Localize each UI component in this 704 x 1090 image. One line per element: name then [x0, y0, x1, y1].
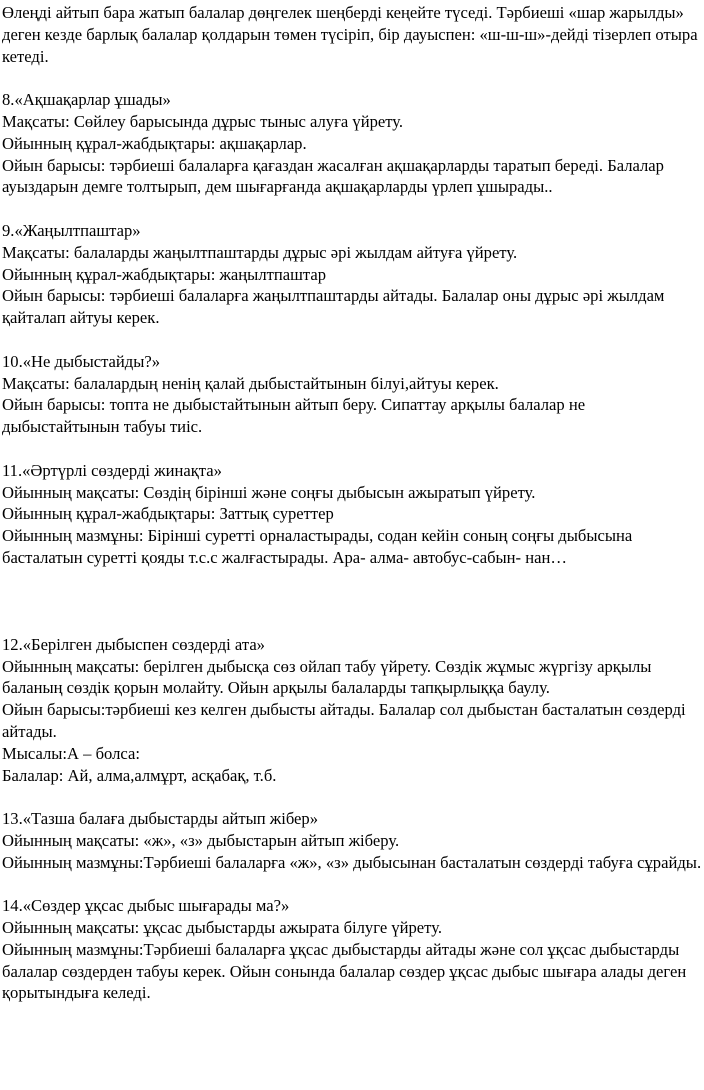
section-9-process: Ойын барысы: тәрбиеші балаларға жаңылтпаштарды айтады. Балалар оны дұрыс әрі жылдам қайталап айтуы керек.	[2, 286, 665, 328]
section-13-content: Ойынның мазмұны:Тәрбиеші балаларға «ж», «з» дыбысынан басталатын сөздерді табуға сұрайды.	[2, 852, 702, 872]
spacer	[2, 569, 704, 634]
section-10-process: Ойын барысы: топта не дыбыстайтынын айтып беру. Сипаттау арқылы балалар не дыбыстайтынын табуы тиіс.	[2, 395, 586, 437]
spacer	[2, 329, 704, 351]
section-12-example: Мысалы:А – болса:	[2, 743, 140, 763]
section-10-goal: Мақсаты: балалардың ненің қалай дыбыстайтынын білуі,айтуы керек.	[2, 373, 499, 393]
section-11-equipment: Ойынның құрал-жабдықтары: Заттық суреттер	[2, 504, 334, 524]
section-10-title: 10.«Не дыбыстайды?»	[2, 351, 161, 371]
section-13-title: 13.«Тазша балаға дыбыстарды айтып жібер»	[2, 809, 319, 829]
section-12-goal: Ойынның мақсаты: берілген дыбысқа сөз ойлап табу үйрету. Сөздік жұмыс жүргізу арқылы баланың сөздік қорын молайту. Ойын арқылы балаларды тапқырлыққа баулу.	[2, 656, 652, 698]
section-12-answer: Балалар: Ай, алма,алмұрт, асқабақ, т.б.	[2, 765, 277, 785]
section-9-title: 9.«Жаңылтпаштар»	[2, 220, 141, 240]
section-9-equipment: Ойынның құрал-жабдықтары: жаңылтпаштар	[2, 264, 326, 284]
section-11-title: 11.«Әртүрлі сөздерді жинақта»	[2, 460, 222, 480]
section-12-title: 12.«Берілген дыбыспен сөздерді ата»	[2, 634, 265, 654]
section-8-equipment: Ойынның құрал-жабдықтары: ақшақарлар.	[2, 133, 307, 153]
section-13-goal: Ойынның мақсаты: «ж», «з» дыбыстарын айтып жіберу.	[2, 830, 400, 850]
section-11-content: Ойынның мазмұны: Бірінші суретті орналастырады, содан кейін соның соңғы дыбысына басталатын суретті қояды т.с.с жалғастырады. Ара- алма- автобус-сабын- нан…	[2, 526, 633, 567]
section-9-goal: Мақсаты: балаларды жаңылтпаштарды дұрыс әрі жылдам айтуға үйрету.	[2, 242, 518, 262]
section-14-goal: Ойынның мақсаты: ұқсас дыбыстарды ажырата білуге үйрету.	[2, 918, 442, 938]
section-8-goal: Мақсаты: Сөйлеу барысында дұрыс тыныс алуға үйрету.	[2, 111, 404, 131]
section-8-title: 8.«Ақшақарлар ұшады»	[2, 90, 171, 110]
section-11-goal: Ойынның мақсаты: Сөздің бірінші және соңғы дыбысын ажыратып үйрету.	[2, 482, 536, 502]
spacer	[2, 67, 704, 89]
intro-paragraph: Өлеңді айтып бара жатып балалар дөңгелек шеңберді кеңейте түседі. Тәрбиеші «шар жарылды» деген кезде барлық балалар қолдарын төмен түсіріп, бір дауыспен: «ш-ш-ш»-дейді тізерлеп отыра кетеді.	[2, 3, 698, 66]
section-8-process: Ойын барысы: тәрбиеші балаларға қағаздан жасалған ақшақарларды таратып береді. Балалар ауыздарын демге толтырып, дем шығарғанда ақшақарларды үрлеп ұшырады..	[2, 155, 664, 197]
spacer	[2, 873, 704, 895]
section-14-title: 14.«Сөздер ұқсас дыбыс шығарады ма?»	[2, 896, 290, 916]
spacer	[2, 438, 704, 460]
spacer	[2, 198, 704, 220]
section-12-process: Ойын барысы:тәрбиеші кез келген дыбысты айтады. Балалар сол дыбыстан басталатын сөздерді айтады.	[2, 700, 686, 741]
section-14-content: Ойынның мазмұны:Тәрбиеші балаларға ұқсас дыбыстарды айтады және сол ұқсас дыбыстарды балалар сөздерден табуы керек. Ойын сонында балалар сөздер ұқсас дыбыс шығара алады деген қорытындыға келеді.	[2, 939, 687, 1003]
spacer	[2, 786, 704, 808]
